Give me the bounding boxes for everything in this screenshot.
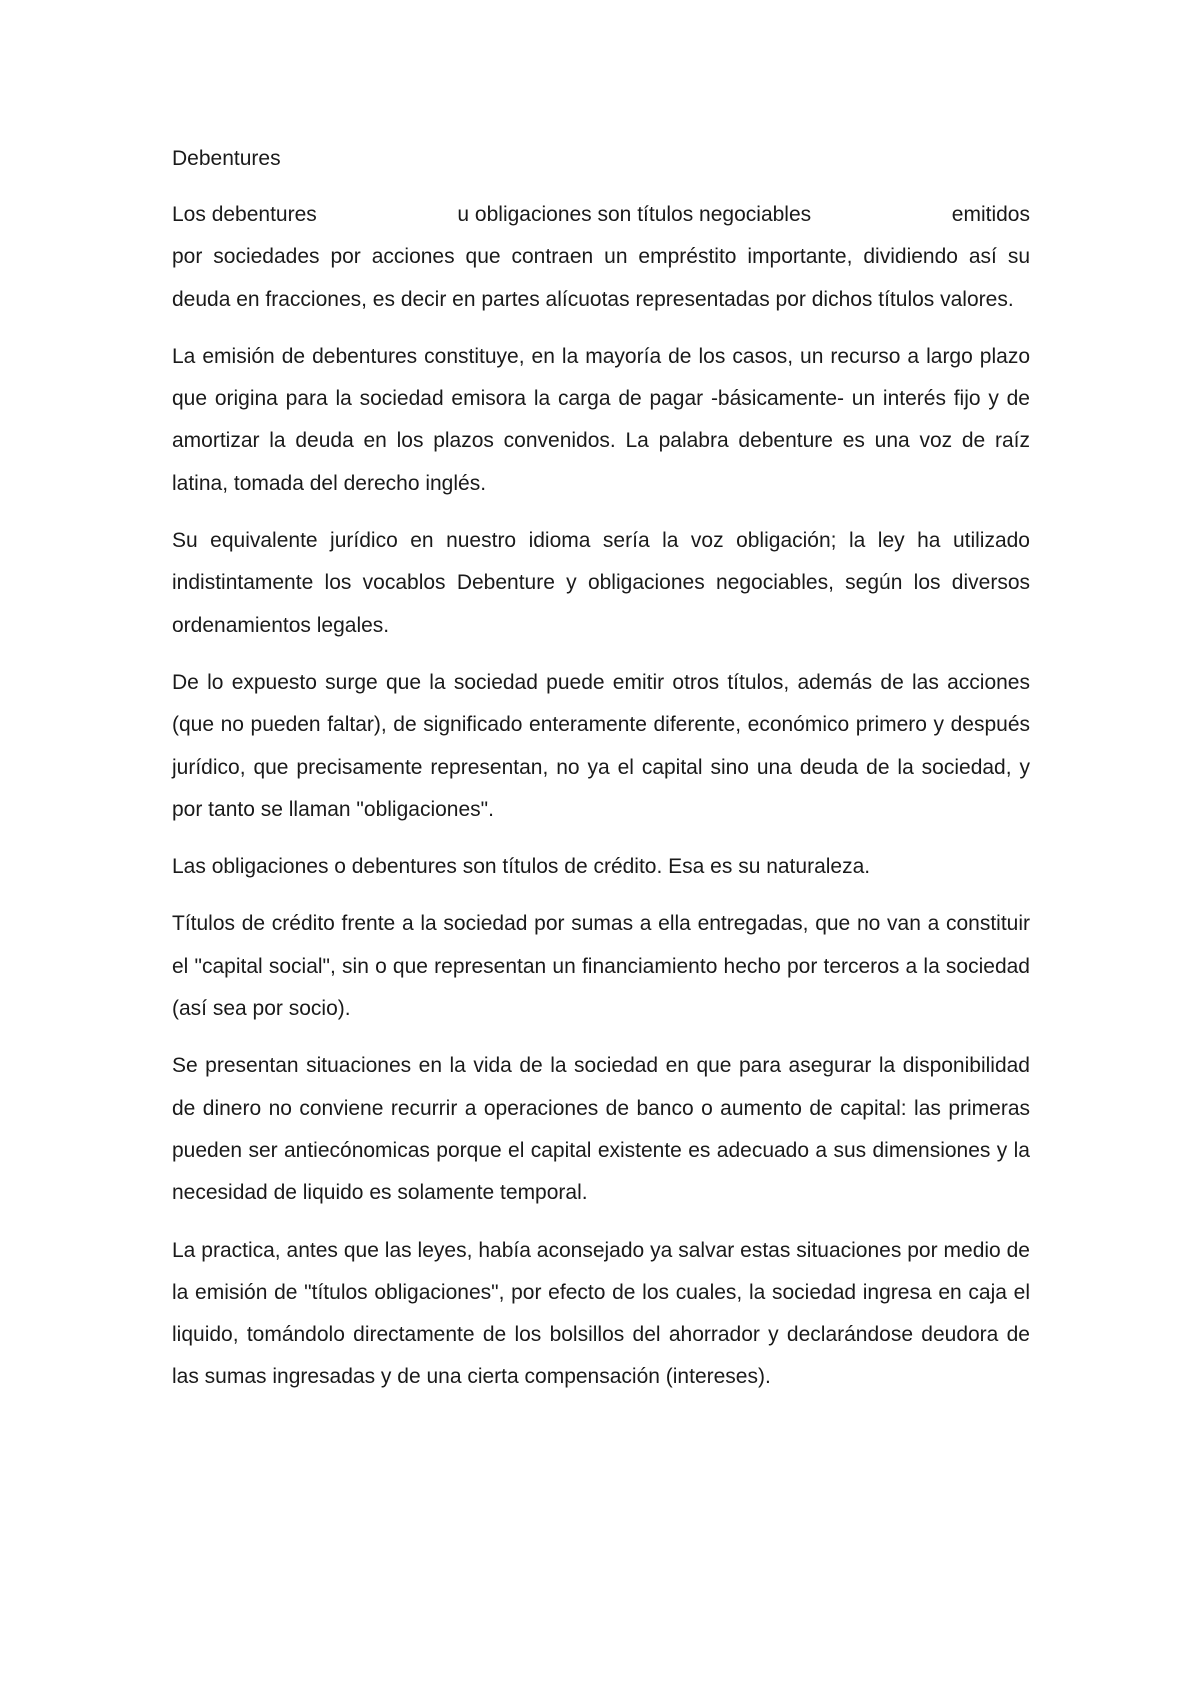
paragraph-5: Las obligaciones o debentures son títulos de crédito. Esa es su naturaleza. bbox=[172, 855, 871, 879]
document-title: Debentures bbox=[172, 147, 281, 170]
paragraph-2: La emisión de debentures constituye, en la mayoría de los casos, un recurso a largo plazo que origina para la sociedad emisora la carga de pagar -básicamente- un interés fijo y de amortizar la deuda en los plazos convenidos. La palabra debenture es una voz de raíz latina, tomada del derecho inglés. bbox=[172, 344, 1030, 495]
paragraph-1-first-line bbox=[172, 194, 1030, 236]
paragraph-1-segment-a: Los debentures bbox=[172, 203, 317, 226]
paragraph-4: De lo expuesto surge que la sociedad puede emitir otros títulos, además de las acciones (que no pueden faltar), de significado enteramente diferente, económico primero y después jurídico, que precisamente representan, no ya el capital sino una deuda de la sociedad, y por tanto se llaman "obligaciones". bbox=[172, 670, 1030, 821]
document-body bbox=[172, 138, 1030, 1414]
paragraph-6: Títulos de crédito frente a la sociedad por sumas a ella entregadas, que no van a constituir el "capital social", sin o que representan un financiamiento hecho por terceros a la sociedad (así sea por socio). bbox=[172, 912, 1030, 1021]
paragraph-1-rest: por sociedades por acciones que contraen un empréstito importante, dividiendo así su deuda en fracciones, es decir en partes alícuotas representadas por dichos títulos valores. bbox=[172, 245, 1030, 311]
paragraph-1 bbox=[172, 194, 1030, 321]
paragraph-8: La practica, antes que las leyes, había aconsejado ya salvar estas situaciones por medio de la emisión de "títulos obligaciones", por efecto de los cuales, la sociedad ingresa en caja el liquido, tomándolo directamente de los bolsillos del ahorrador y declarándose deudora de las sumas ingresadas y de una cierta compensación (intereses). bbox=[172, 1238, 1030, 1389]
paragraph-7: Se presentan situaciones en la vida de la sociedad en que para asegurar la disponibilidad de dinero no conviene recurrir a operaciones de banco o aumento de capital: las primeras pueden ser antiecónomicas porque el capital existente es adecuado a sus dimensiones y la necesidad de liquido es solamente temporal. bbox=[172, 1054, 1030, 1205]
paragraph-1-segment-b: u obligaciones son títulos negociables bbox=[457, 203, 812, 226]
paragraph-3: Su equivalente jurídico en nuestro idioma sería la voz obligación; la ley ha utilizado indistintamente los vocablos Debenture y obligaciones negociables, según los diversos ordenamientos legales. bbox=[172, 529, 1030, 637]
paragraph-1-segment-c: emitidos bbox=[951, 203, 1030, 226]
